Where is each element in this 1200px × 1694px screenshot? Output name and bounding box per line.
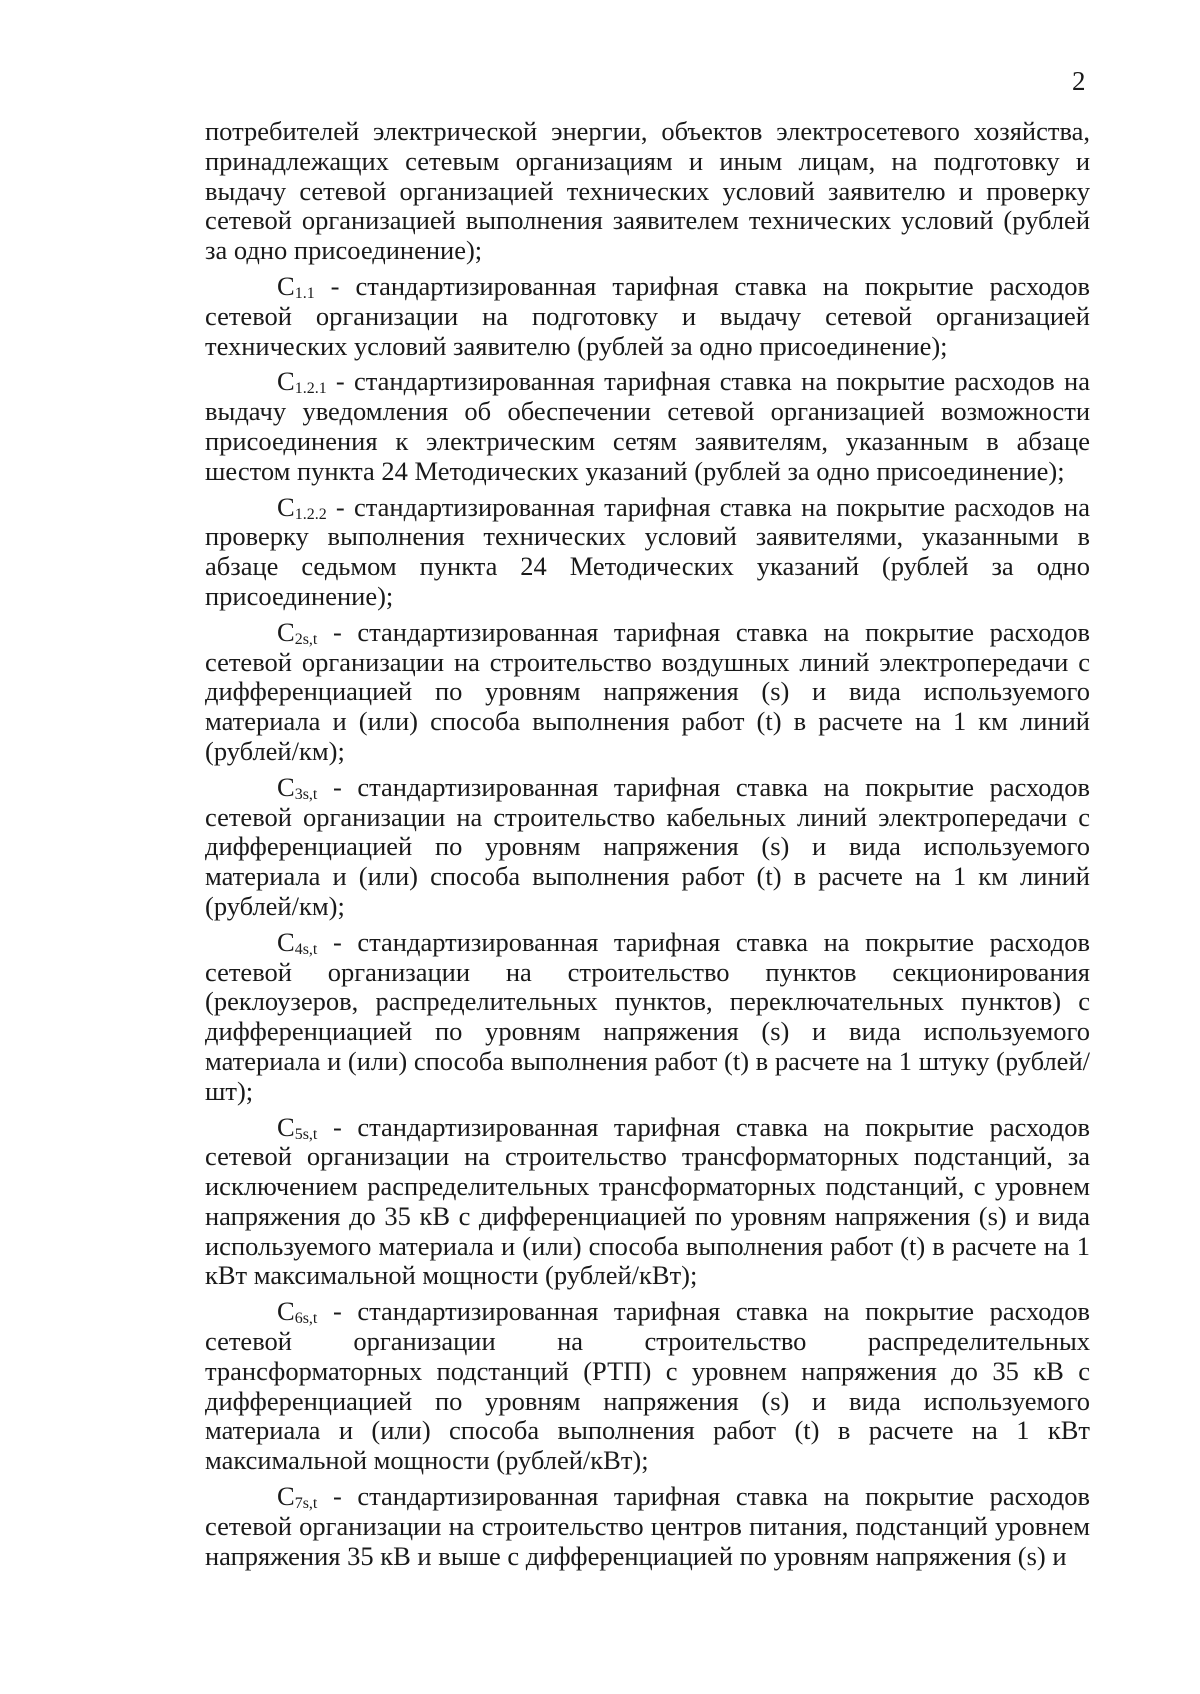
rate-definition-c1-1 [205,272,1090,361]
rate-description: - стандартизированная тарифная ставка на покрытие расходов сетевой организации на строительство трансформаторных подстанций, за исключением распределительных трансформаторных подстанций, с уровнем напряжения до 35 кВ с дифференциацией по уровням напряжения (s) и вида используемого материала и (или) способа выполнения работ (t) в расчете на 1 кВт максимальной мощности (рублей/кВт); [205,1111,1090,1291]
rate-definition-c1-2-2 [205,493,1090,612]
rate-symbol: C1.2.1 [277,366,327,398]
rate-subscript: 3s,t [294,785,318,803]
rate-description: - стандартизированная тарифная ставка на покрытие расходов сетевой организации на строительство центров питания, подстанций уровнем напряжения 35 кВ и выше с дифференциацией по уровням напряжения (s) и [205,1481,1090,1571]
rate-symbol: C3s,t [277,771,318,803]
rate-symbol: C7s,t [277,1481,318,1513]
page-number: 2 [1072,66,1086,96]
rate-symbol: C2s,t [277,616,318,648]
rate-symbol: C6s,t [277,1296,318,1328]
document-body [205,117,1090,1577]
rate-definition-c6 [205,1297,1090,1476]
rate-definition-c7 [205,1482,1090,1571]
rate-symbol: C4s,t [277,926,318,958]
rate-definition-c5 [205,1113,1090,1292]
rate-description: - стандартизированная тарифная ставка на покрытие расходов сетевой организации на строительство кабельных линий электропередачи с дифференциацией по уровням напряжения (s) и вида используемого материала и (или) способа выполнения работ (t) в расчете на 1 км линий (рублей/км); [205,771,1090,921]
intro-paragraph: потребителей электрической энергии, объектов электросетевого хозяйства, принадлежащих сетевым организациям и иным лицам, на подготовку и выдачу сетевой организацией технических условий заявителю и проверку сетевой организацией выполнения заявителем технических условий (рублей за одно присоединение); [205,116,1090,266]
rate-subscript: 1.2.1 [294,380,327,398]
rate-subscript: 4s,t [294,940,318,958]
rate-description: - стандартизированная тарифная ставка на покрытие расходов сетевой организации на строительство распределительных трансформаторных подстанций (РТП) с уровнем напряжения до 35 кВ с дифференциацией по уровням напряжения (s) и вида используемого материала и (или) способа выполнения работ (t) в расчете на 1 кВт максимальной мощности (рублей/кВт); [205,1296,1090,1476]
rate-description: - стандартизированная тарифная ставка на покрытие расходов на проверку выполнения технических условий заявителями, указанными в абзаце седьмом пункта 24 Методических указаний (рублей за одно присоединение); [205,491,1090,611]
rate-symbol: C1.1 [277,270,315,302]
rate-description: - стандартизированная тарифная ставка на покрытие расходов на выдачу уведомления об обеспечении сетевой организацией возможности присоединения к электрическим сетям заявителям, указанным в абзаце шестом пункта 24 Методических указаний (рублей за одно присоединение); [205,366,1090,486]
rate-symbol: C5s,t [277,1111,318,1143]
rate-definition-c4 [205,928,1090,1107]
rate-subscript: 2s,t [294,630,318,648]
rate-description: - стандартизированная тарифная ставка на покрытие расходов сетевой организации на строительство пунктов секционирования (реклоузеров, распределительных пунктов, переключательных пунктов) с дифференциацией по уровням напряжения (s) и вида используемого материала и (или) способа выполнения работ (t) в расчете на 1 штуку (рублей/шт); [205,926,1090,1106]
rate-subscript: 7s,t [294,1495,318,1513]
rate-subscript: 1.2.2 [294,505,327,523]
rate-definition-c3 [205,773,1090,922]
rate-definition-c1-2-1 [205,367,1090,486]
rate-symbol: C1.2.2 [277,491,327,523]
rate-definition-c2 [205,618,1090,767]
rate-description: - стандартизированная тарифная ставка на покрытие расходов сетевой организации на строительство воздушных линий электропередачи с дифференциацией по уровням напряжения (s) и вида используемого материала и (или) способа выполнения работ (t) в расчете на 1 км линий (рублей/км); [205,616,1090,766]
rate-subscript: 5s,t [294,1125,318,1143]
rate-description: - стандартизированная тарифная ставка на покрытие расходов сетевой организации на подготовку и выдачу сетевой организацией технических условий заявителю (рублей за одно присоединение); [205,270,1090,361]
rate-subscript: 6s,t [294,1310,318,1328]
rate-subscript: 1.1 [294,284,315,302]
